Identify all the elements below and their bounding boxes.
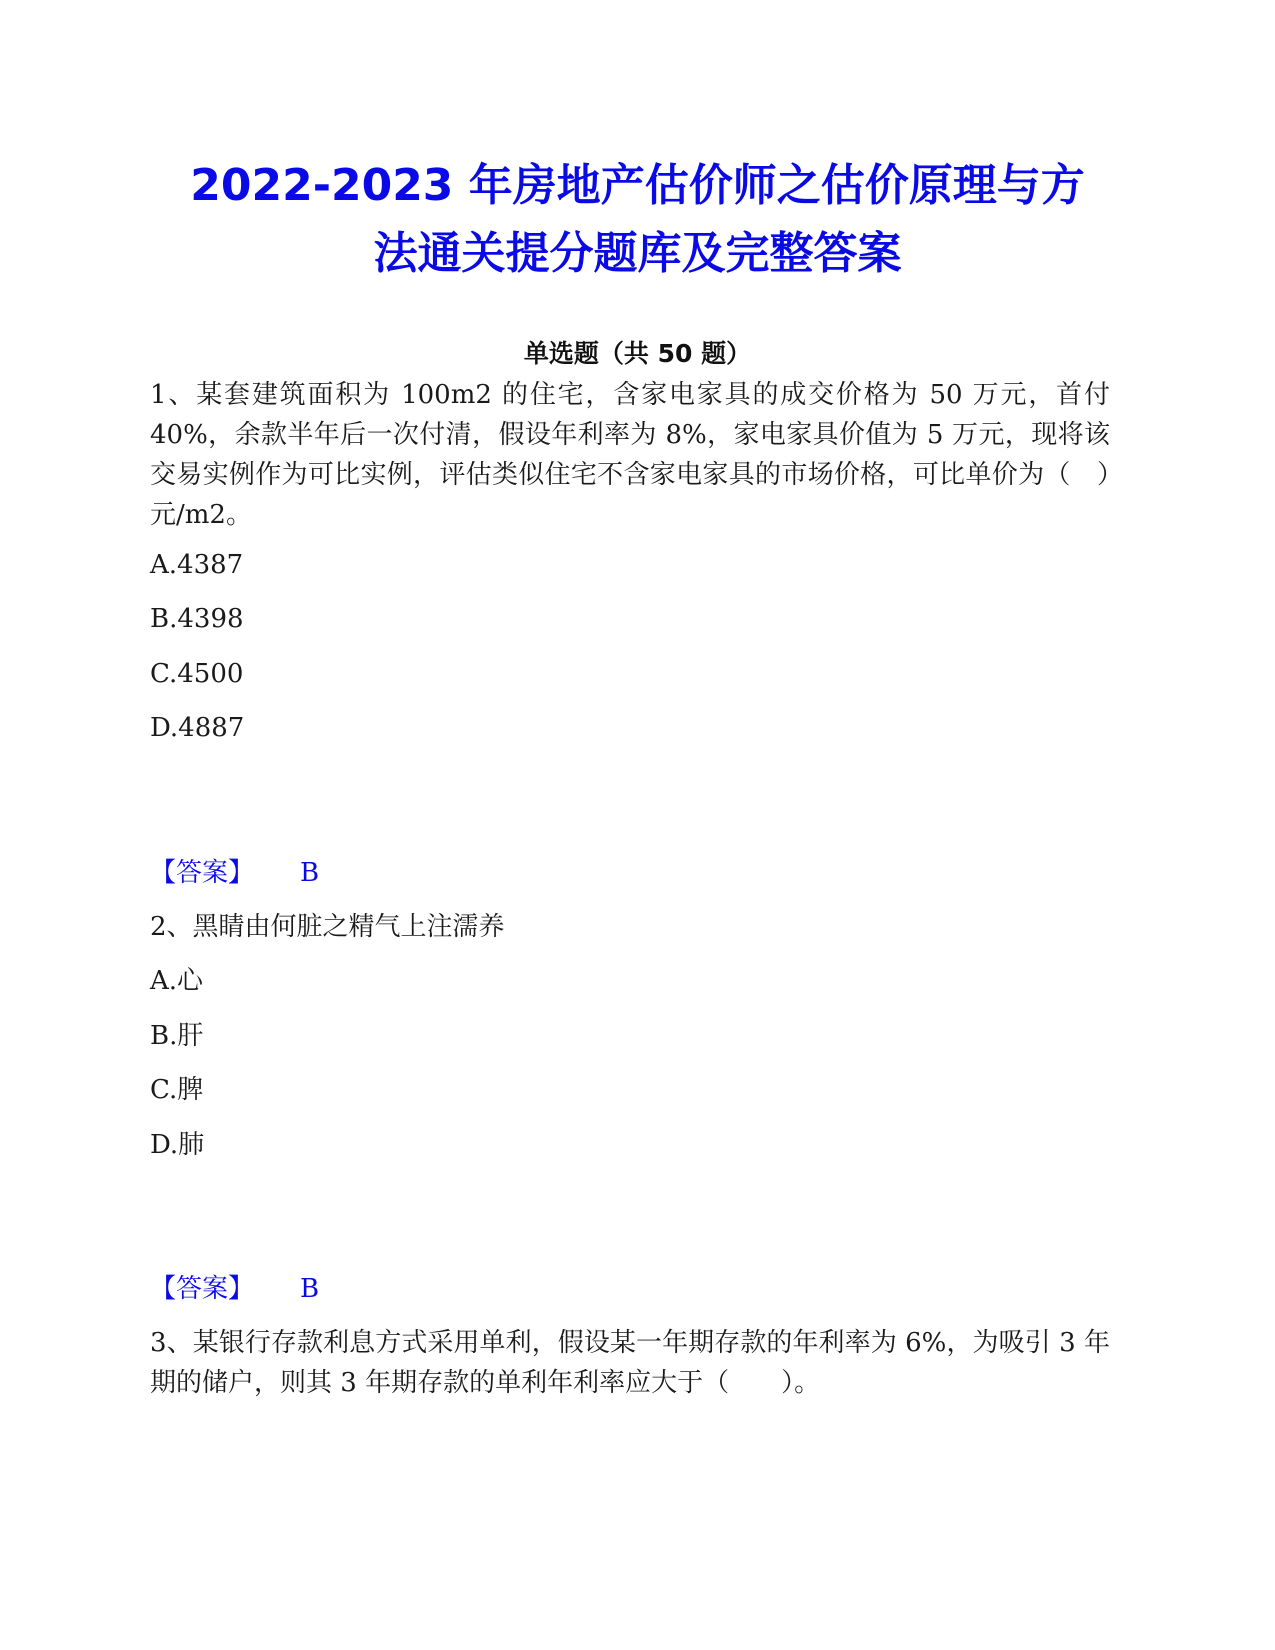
question-2-option-d: D.肺 (150, 1130, 205, 1160)
question-3-text: 3、某银行存款利息方式采用单利，假设某一年期存款的年利率为 6%，为吸引 3 年期的储户，则其 3 年期存款的单利年利率应大于（ ）。 (150, 1328, 1110, 1398)
document-title-line-2: 法通关提分题库及完整答案 (373, 228, 902, 279)
question-2-text: 2、黑睛由何脏之精气上注濡养 (150, 912, 505, 942)
document-title (140, 152, 1135, 288)
answer-value: B (300, 858, 320, 888)
question-1-answer (150, 856, 319, 890)
question-1-option-b: B.4398 (150, 604, 244, 634)
answer-label: 【答案】 (150, 1274, 255, 1304)
question-2-answer (150, 1272, 319, 1306)
question-2-option-a: A.心 (150, 966, 204, 996)
answer-label: 【答案】 (150, 858, 255, 888)
section-heading: 单选题（共 50 题） (523, 339, 752, 368)
answer-value: B (300, 1274, 320, 1304)
document-title-line-1: 2022-2023 年房地产估价师之估价原理与方 (190, 160, 1085, 211)
question-1-text: 1、某套建筑面积为 100m2 的住宅，含家电家具的成交价格为 50 万元，首付 40%，余款半年后一次付清，假设年利率为 8%，家电家具价值为 5 万元，现将该交易实例作为可比实例，评估类似住宅不含家电家具的市场价格，可比单价为（ ）元/m2。 (150, 380, 1110, 530)
question-2-option-c: C.脾 (150, 1075, 204, 1105)
question-2-option-b: B.肝 (150, 1021, 204, 1051)
question-1-option-d: D.4887 (150, 713, 245, 743)
question-1-option-a: A.4387 (150, 550, 244, 580)
question-1-option-c: C.4500 (150, 659, 244, 689)
